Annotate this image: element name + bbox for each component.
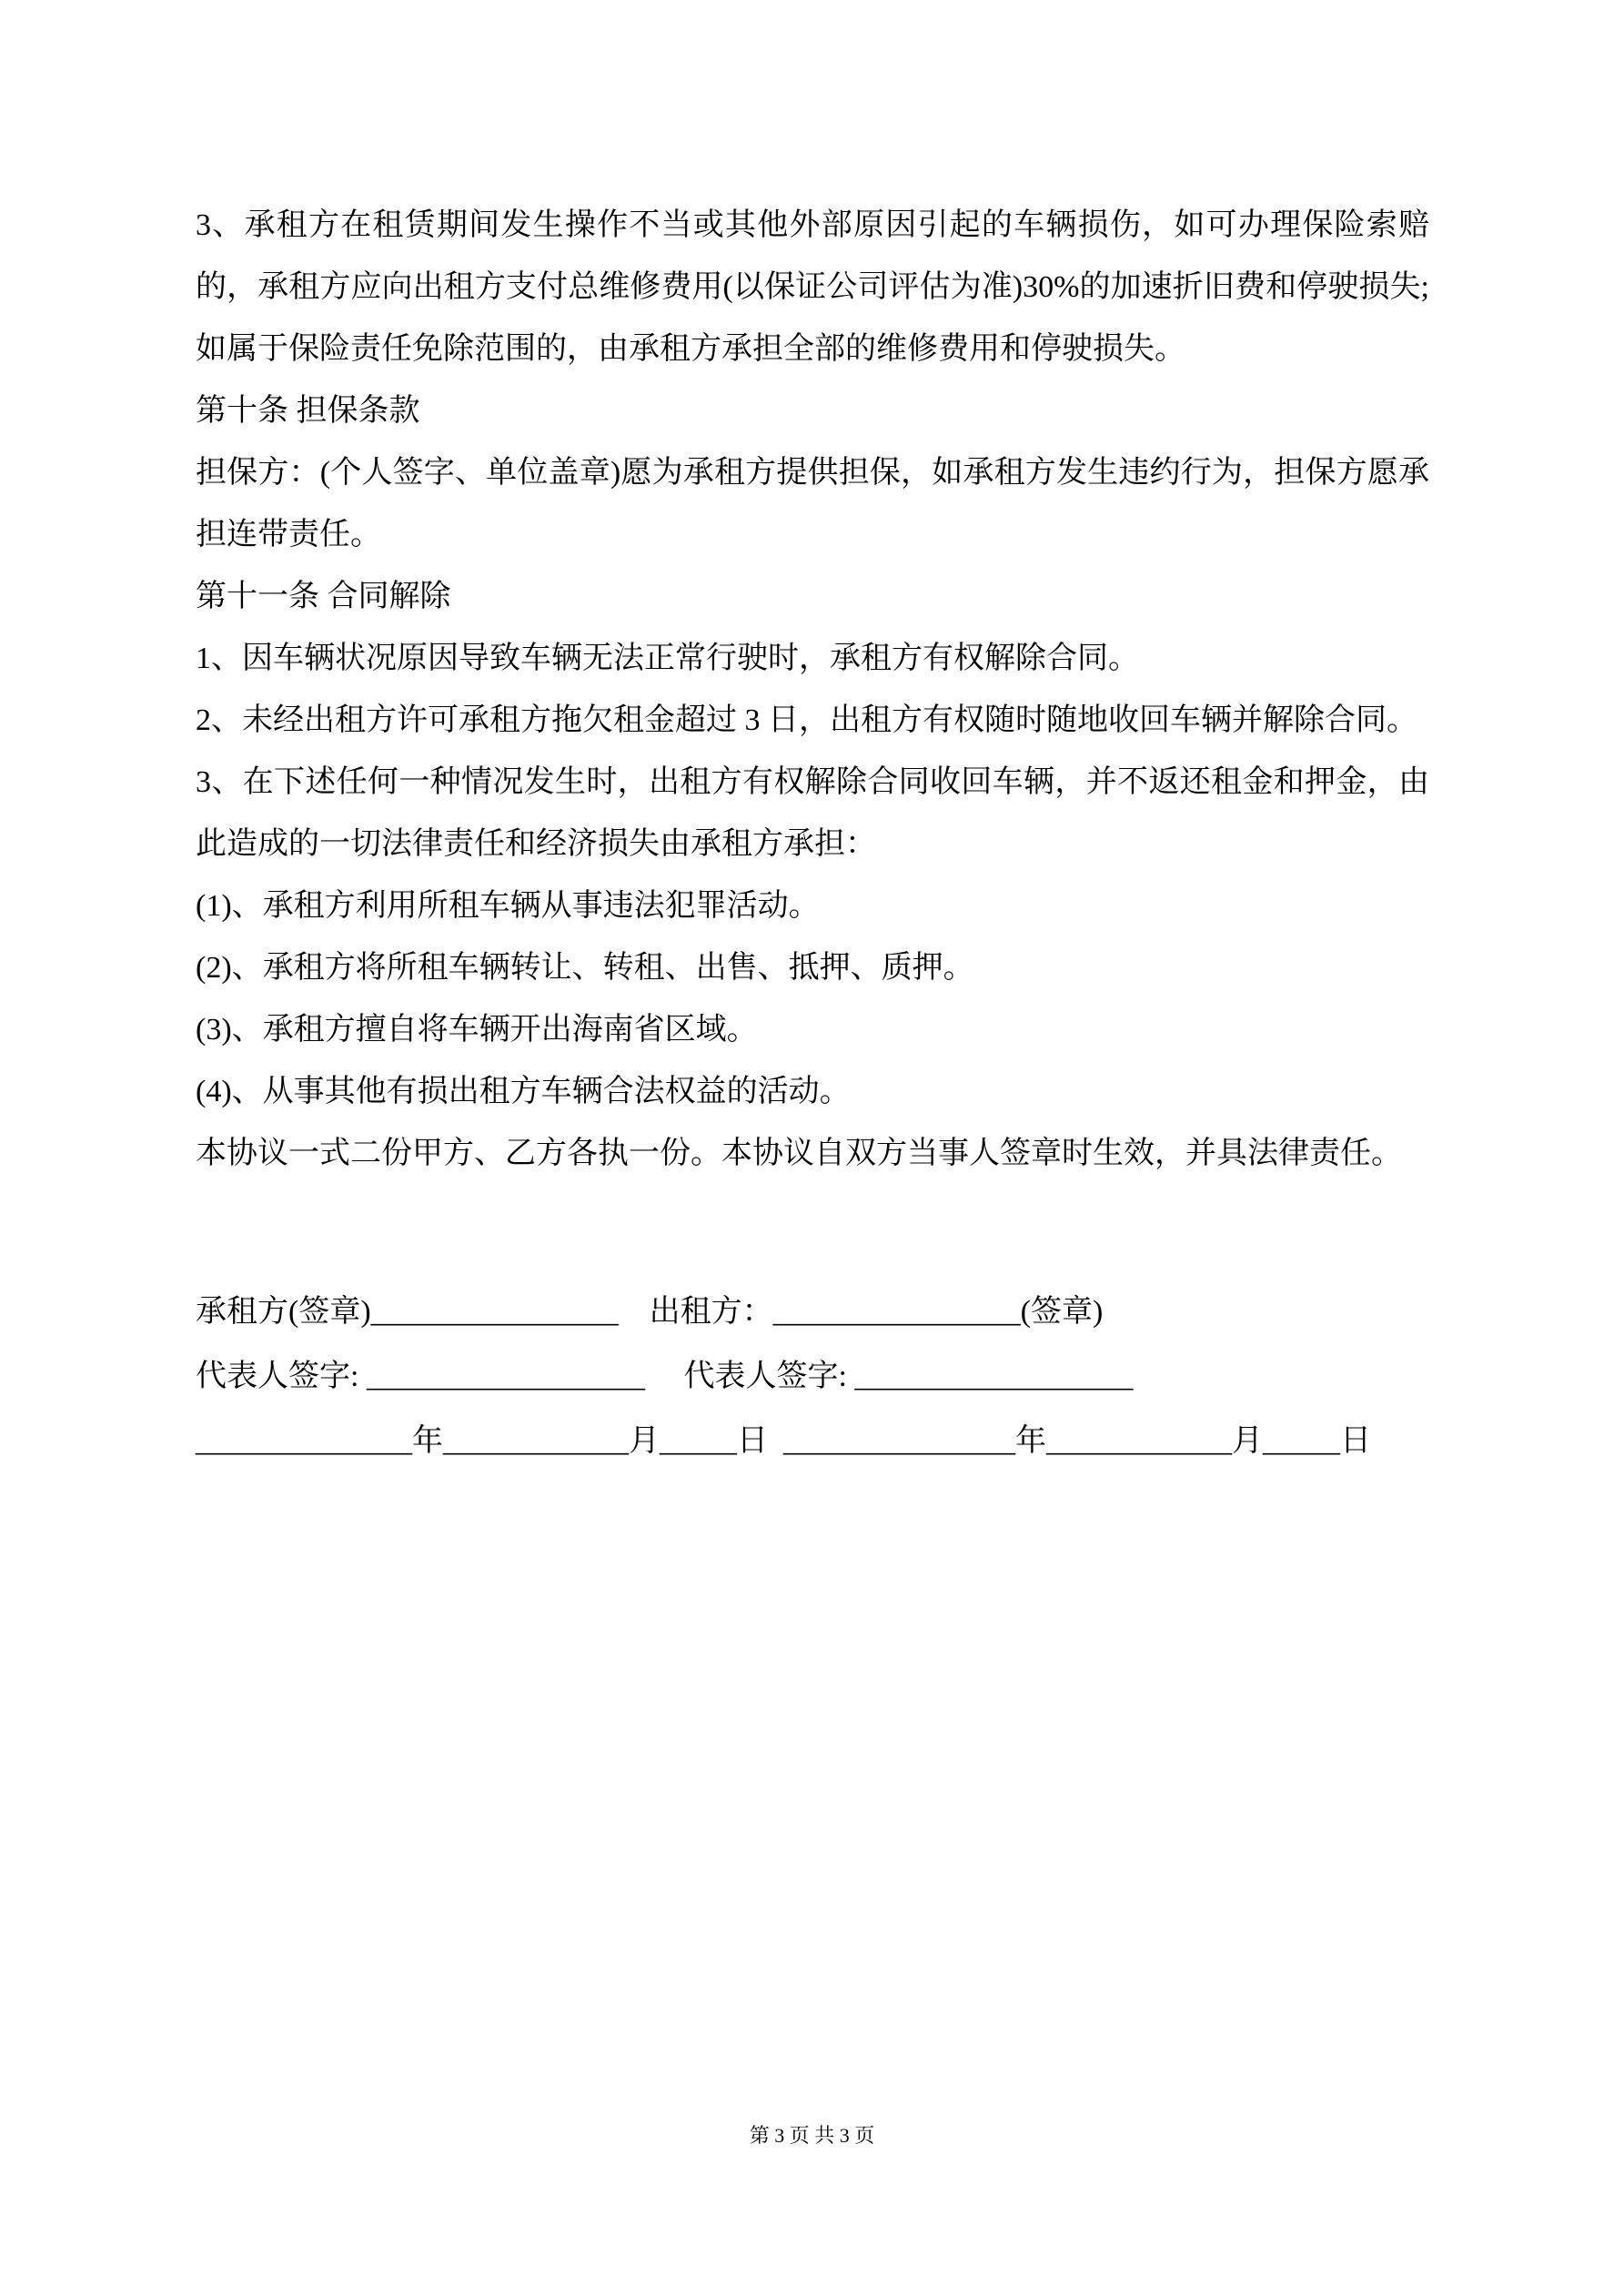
article-10-heading: 第十条 担保条款 xyxy=(196,394,420,428)
article-11-heading: 第十一条 合同解除 xyxy=(196,580,451,613)
page-number-footer: 第 3 页 共 3 页 xyxy=(749,2124,875,2147)
termination-subitem-1: (1)、承租方利用所租车辆从事违法犯罪活动。 xyxy=(196,889,820,923)
termination-subitem-3: (3)、承租方擅自将车辆开出海南省区域。 xyxy=(196,1013,758,1047)
closing-statement: 本协议一式二份甲方、乙方各执一份。本协议自双方当事人签章时生效，并具法律责任。 xyxy=(196,1137,1402,1170)
signature-block xyxy=(196,1279,1429,1473)
guarantor-clause: 担保方：(个人签字、单位盖章)愿为承租方提供担保，如承租方发生违约行为，担保方愿承担连带责任。 xyxy=(196,456,1429,551)
termination-subitem-2: (2)、承租方将所租车辆转让、转租、出售、抵押、质押。 xyxy=(196,951,974,985)
contract-body xyxy=(196,195,1429,1473)
termination-item-1: 1、因车辆状况原因导致车辆无法正常行驶时，承租方有权解除合同。 xyxy=(196,642,1139,675)
termination-subitem-4: (4)、从事其他有损出租方车辆合法权益的活动。 xyxy=(196,1075,851,1108)
termination-item-2: 2、未经出租方许可承租方拖欠租金超过 3 日，出租方有权随时随地收回车辆并解除合同。 xyxy=(196,703,1417,737)
signature-row-dates: ______________年____________月_____日 _______________年____________月_____日 xyxy=(196,1424,1371,1458)
signature-row-representatives: 代表人签字: __________________ 代表人签字: __________________ xyxy=(196,1360,1134,1393)
clause-item-3-insurance: 3、承租方在租赁期间发生操作不当或其他外部原因引起的车辆损伤，如可办理保险索赔的，承租方应向出租方支付总维修费用(以保证公司评估为准)30%的加速折旧费和停驶损失;如属于保险责任免除范围的，由承租方承担全部的维修费用和停驶损失。 xyxy=(196,208,1429,366)
termination-item-3: 3、在下述任何一种情况发生时，出租方有权解除合同收回车辆，并不返还租金和押金，由此造成的一切法律责任和经济损失由承租方承担： xyxy=(196,765,1429,861)
signature-row-parties: 承租方(签章)________________ 出租方：________________(签章) xyxy=(196,1295,1104,1329)
